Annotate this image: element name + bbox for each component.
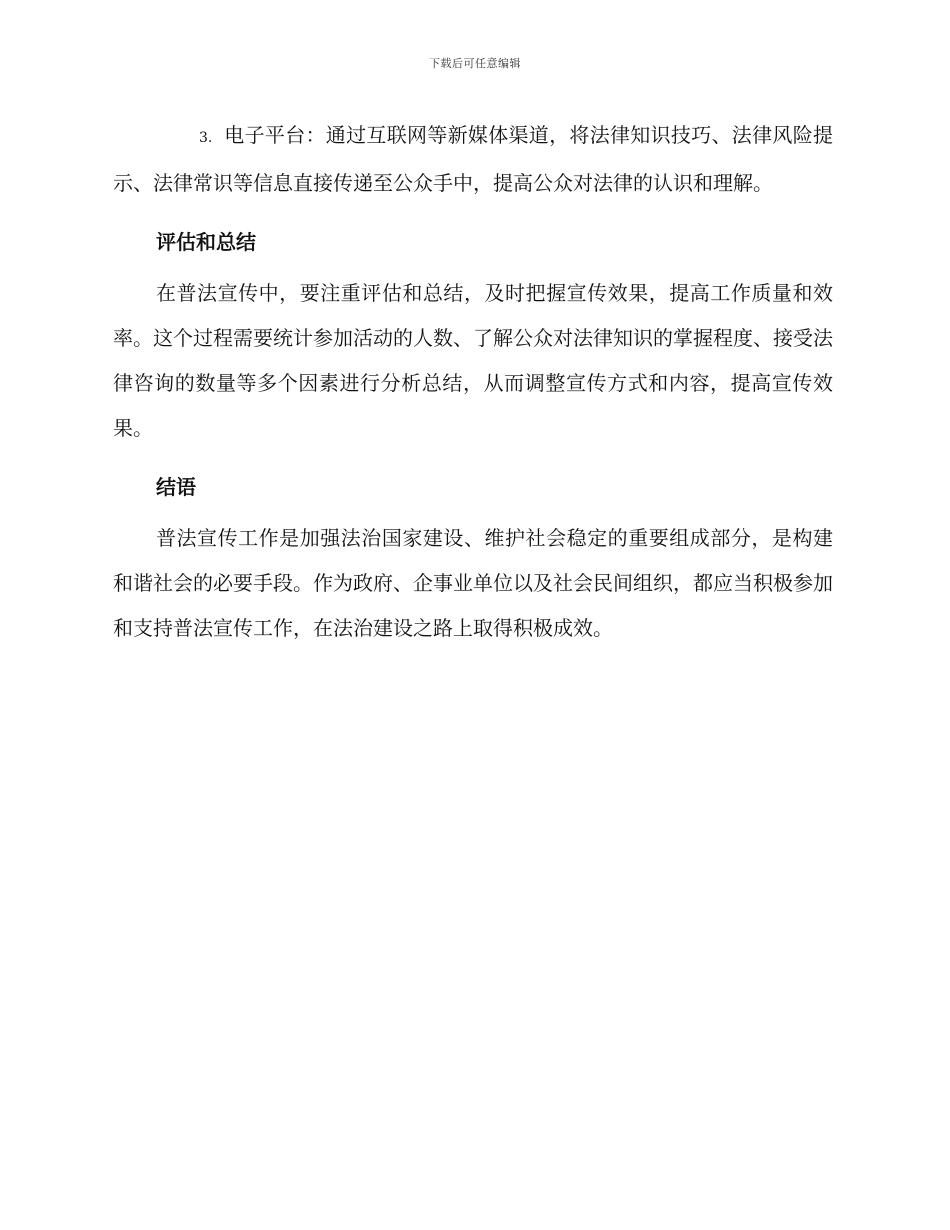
page-header: 下载后可任意编辑 [429, 57, 521, 70]
document-body [113, 113, 833, 651]
section-heading-conclusion: 结语 [156, 475, 196, 499]
list-item-text: 电子平台：通过互联网等新媒体渠道，将法律知识技巧、法律风险提示、法律常识等信息直接传递至公众手中，提高公众对法律的认识和理解。 [113, 123, 833, 195]
list-item-number: 3. [199, 130, 213, 146]
section-paragraph-conclusion: 普法宣传工作是加强法治国家建设、维护社会稳定的重要组成部分，是构建和谐社会的必要手段。作为政府、企事业单位以及社会民间组织，都应当积极参加和支持普法宣传工作，在法治建设之路上取得积极成效。 [113, 526, 833, 640]
section-heading-evaluation: 评估和总结 [156, 230, 256, 254]
section-paragraph-evaluation: 在普法宣传中，要注重评估和总结，及时把握宣传效果，提高工作质量和效率。这个过程需要统计参加活动的人数、了解公众对法律知识的掌握程度、接受法律咨询的数量等多个因素进行分析总结，从而调整宣传方式和内容，提高宣传效果。 [113, 281, 833, 440]
list-item-paragraph [113, 113, 833, 206]
